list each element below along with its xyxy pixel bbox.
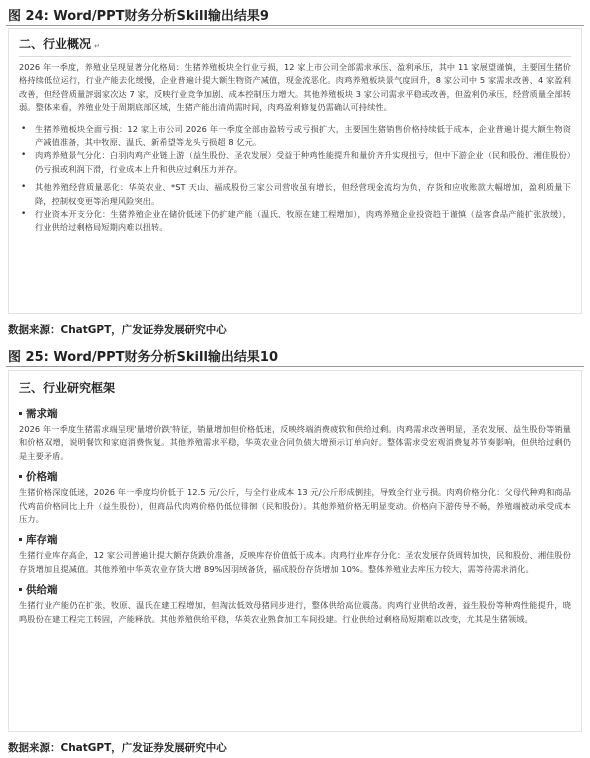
subsection-price-text: 生猪价格深度低迷，2026 年一季度均价低于 12.5 元/公斤，与全行业成本 13 元/公斤形成倒挂，导致全行业亏损。肉鸡价格分化：父母代种鸡和商品代鸡苗价格同比上升（益生股份），但商品代肉鸡价格仍低位徘徊（民和股份）。其他养殖价格无明显变动。价格向下游传导不畅，养殖端被动承受成本压力。 <box>19 487 571 525</box>
subsection-title-text: 库存端 <box>26 534 58 547</box>
bullet-icon: • <box>21 182 27 193</box>
bullet-icon: • <box>21 209 27 220</box>
bullet-item <box>19 208 571 235</box>
subsection-title-text: 需求端 <box>26 408 58 420</box>
heading-underline <box>19 56 571 57</box>
subsection-title-text: 供给端 <box>26 584 58 597</box>
overview-paragraph: 2026 年一季度，养殖业呈现显著分化格局：生猪养殖板块全行业亏损，12 家上市公司全部需求承压、盈利承压，其中 11 家展望谨慎，主要国生猪价格持续低位运行，行业产能去化缓慢，企业普遍计提大额生物资产减值，现金流恶化。肉鸡养殖板块景气度回升，8 家公司中 5 家需求改善、4 家盈利改善，但经营质量評弱家次达 7 家，反映行业竞争加剧、成本控制压力增大。其他养殖板块 3 家公司需求平稳或改善，但盈利仍承压，经营质量全部转弱。整体来看，养殖业处于周期底部区域，生猪产能出清尚需时间，肉鸡盈利修复仍需确认可持续性。 <box>19 62 571 113</box>
bullet-icon: • <box>21 150 27 161</box>
section-heading-industry-overview <box>19 35 571 52</box>
subsection-demand-title <box>19 406 571 421</box>
section-heading-text: 二、行业概况 <box>19 37 92 51</box>
bullet-item <box>19 149 571 176</box>
figure-24-title: 图 24: Word/PPT财务分析Skill输出结果9 <box>8 9 269 24</box>
subsection-inventory-text: 生猪行业库存高企，12 家公司普遍计提大额存货跌价准备，反映库存价值低于成本。肉鸡行业库存分化：圣农发展存货周转加快，民和股份、湘佳股份存货增加且提减值。其他养殖中华英农业存货大增 89%因羽绒备货，福成股份存货增加 10%。整体养殖业去库压力较大，需等待需求消化。 <box>19 550 572 574</box>
bullet-item <box>19 123 571 150</box>
figure-25-screenshot <box>8 370 582 732</box>
square-bullet-icon <box>19 588 22 591</box>
subsection-demand-text: 2026 年一季度生猪需求端呈现'量增价跌'特征，销量增加但价格低迷，反映终端消费疲软和供给过剩。肉鸡需求改善明显，圣农发展、益生股份等销量和价格双增，说明餐饮和家庭消费恢复。其他养殖需求平稳，华英农业合同负债大增预示订单向好。整体需求受宏观消费复苏节奏影响，但供给过剩仍是主要矛盾。 <box>19 424 571 461</box>
figure-25-source: 数据来源：ChatGPT，广发证券发展研究中心 <box>8 742 227 754</box>
section-heading-framework <box>19 379 571 396</box>
subsection-price-title <box>19 469 571 484</box>
bullet-item <box>19 181 571 208</box>
figure-24-source: 数据来源：ChatGPT，广发证券发展研究中心 <box>8 324 227 336</box>
subsection-supply-text: 生猪行业产能仍在扩张，牧原、温氏在建工程增加，但淘汰低效母猪同步进行，整体供给高位震荡。肉鸡行业供给改善，益生股份等种鸡性能提升，晓鸣股份在建工程完工转固，产能释放。其他养殖供给平稳，华英农业熟食加工车间投建。行业供给过剩格局短期难以改变，尤其是生猪领域。 <box>19 600 571 624</box>
square-bullet-icon <box>19 475 22 478</box>
paragraph-mark-icon: ↵ <box>94 42 100 50</box>
bullet-text: 生猪养殖板块全面亏损：12 家上市公司 2026 年一季度全部由盈转亏或亏损扩大，主要国生猪销售价格持续低于成本，企业普遍计提大额生物资产减值准备，其中牧原、温氏、新希望等龙头亏损超 8 亿元。 <box>35 123 571 148</box>
bullet-text: 行业资本开支分化：生猪养殖企业在储价低迷下仍扩建产能（温氏、牧原在建工程增加），肉鸡养殖企业投资趋于谨慎（益客食品产能扩张放缓），行业供给过剩格局短期内难以扭转。 <box>35 209 571 233</box>
subsection-supply-title <box>19 582 571 597</box>
figure-25-title: 图 25: Word/PPT财务分析Skill输出结果10 <box>8 350 279 365</box>
figure-24-screenshot <box>8 28 582 314</box>
bullet-text: 肉鸡养殖景气分化：白羽肉鸡产业链上游（益生股份、圣农发展）受益于种鸡性能提升和量价齐升实现扭亏，但中下游企业（民和股份、湘佳股份）仍亏损或利润下滑，行业成本上升和供应过剩压力并存。 <box>35 150 571 174</box>
figure-25-rule <box>6 366 584 367</box>
section-heading-text: 三、行业研究框架 <box>19 381 116 395</box>
bullet-icon: • <box>21 123 27 134</box>
figure-24-rule <box>6 25 584 26</box>
square-bullet-icon <box>19 412 22 415</box>
subsection-inventory-title <box>19 532 571 547</box>
square-bullet-icon <box>19 538 22 541</box>
subsection-title-text: 价格端 <box>26 471 58 484</box>
bullet-text: 其他养殖经营质量恶化：华英农业、*ST 天山、福成股份三家公司营收虽有增长，但经营现金流均为负，存货和应收账款大幅增加，盈利质量下降，控制权变更等治理风险突出。 <box>35 182 571 206</box>
